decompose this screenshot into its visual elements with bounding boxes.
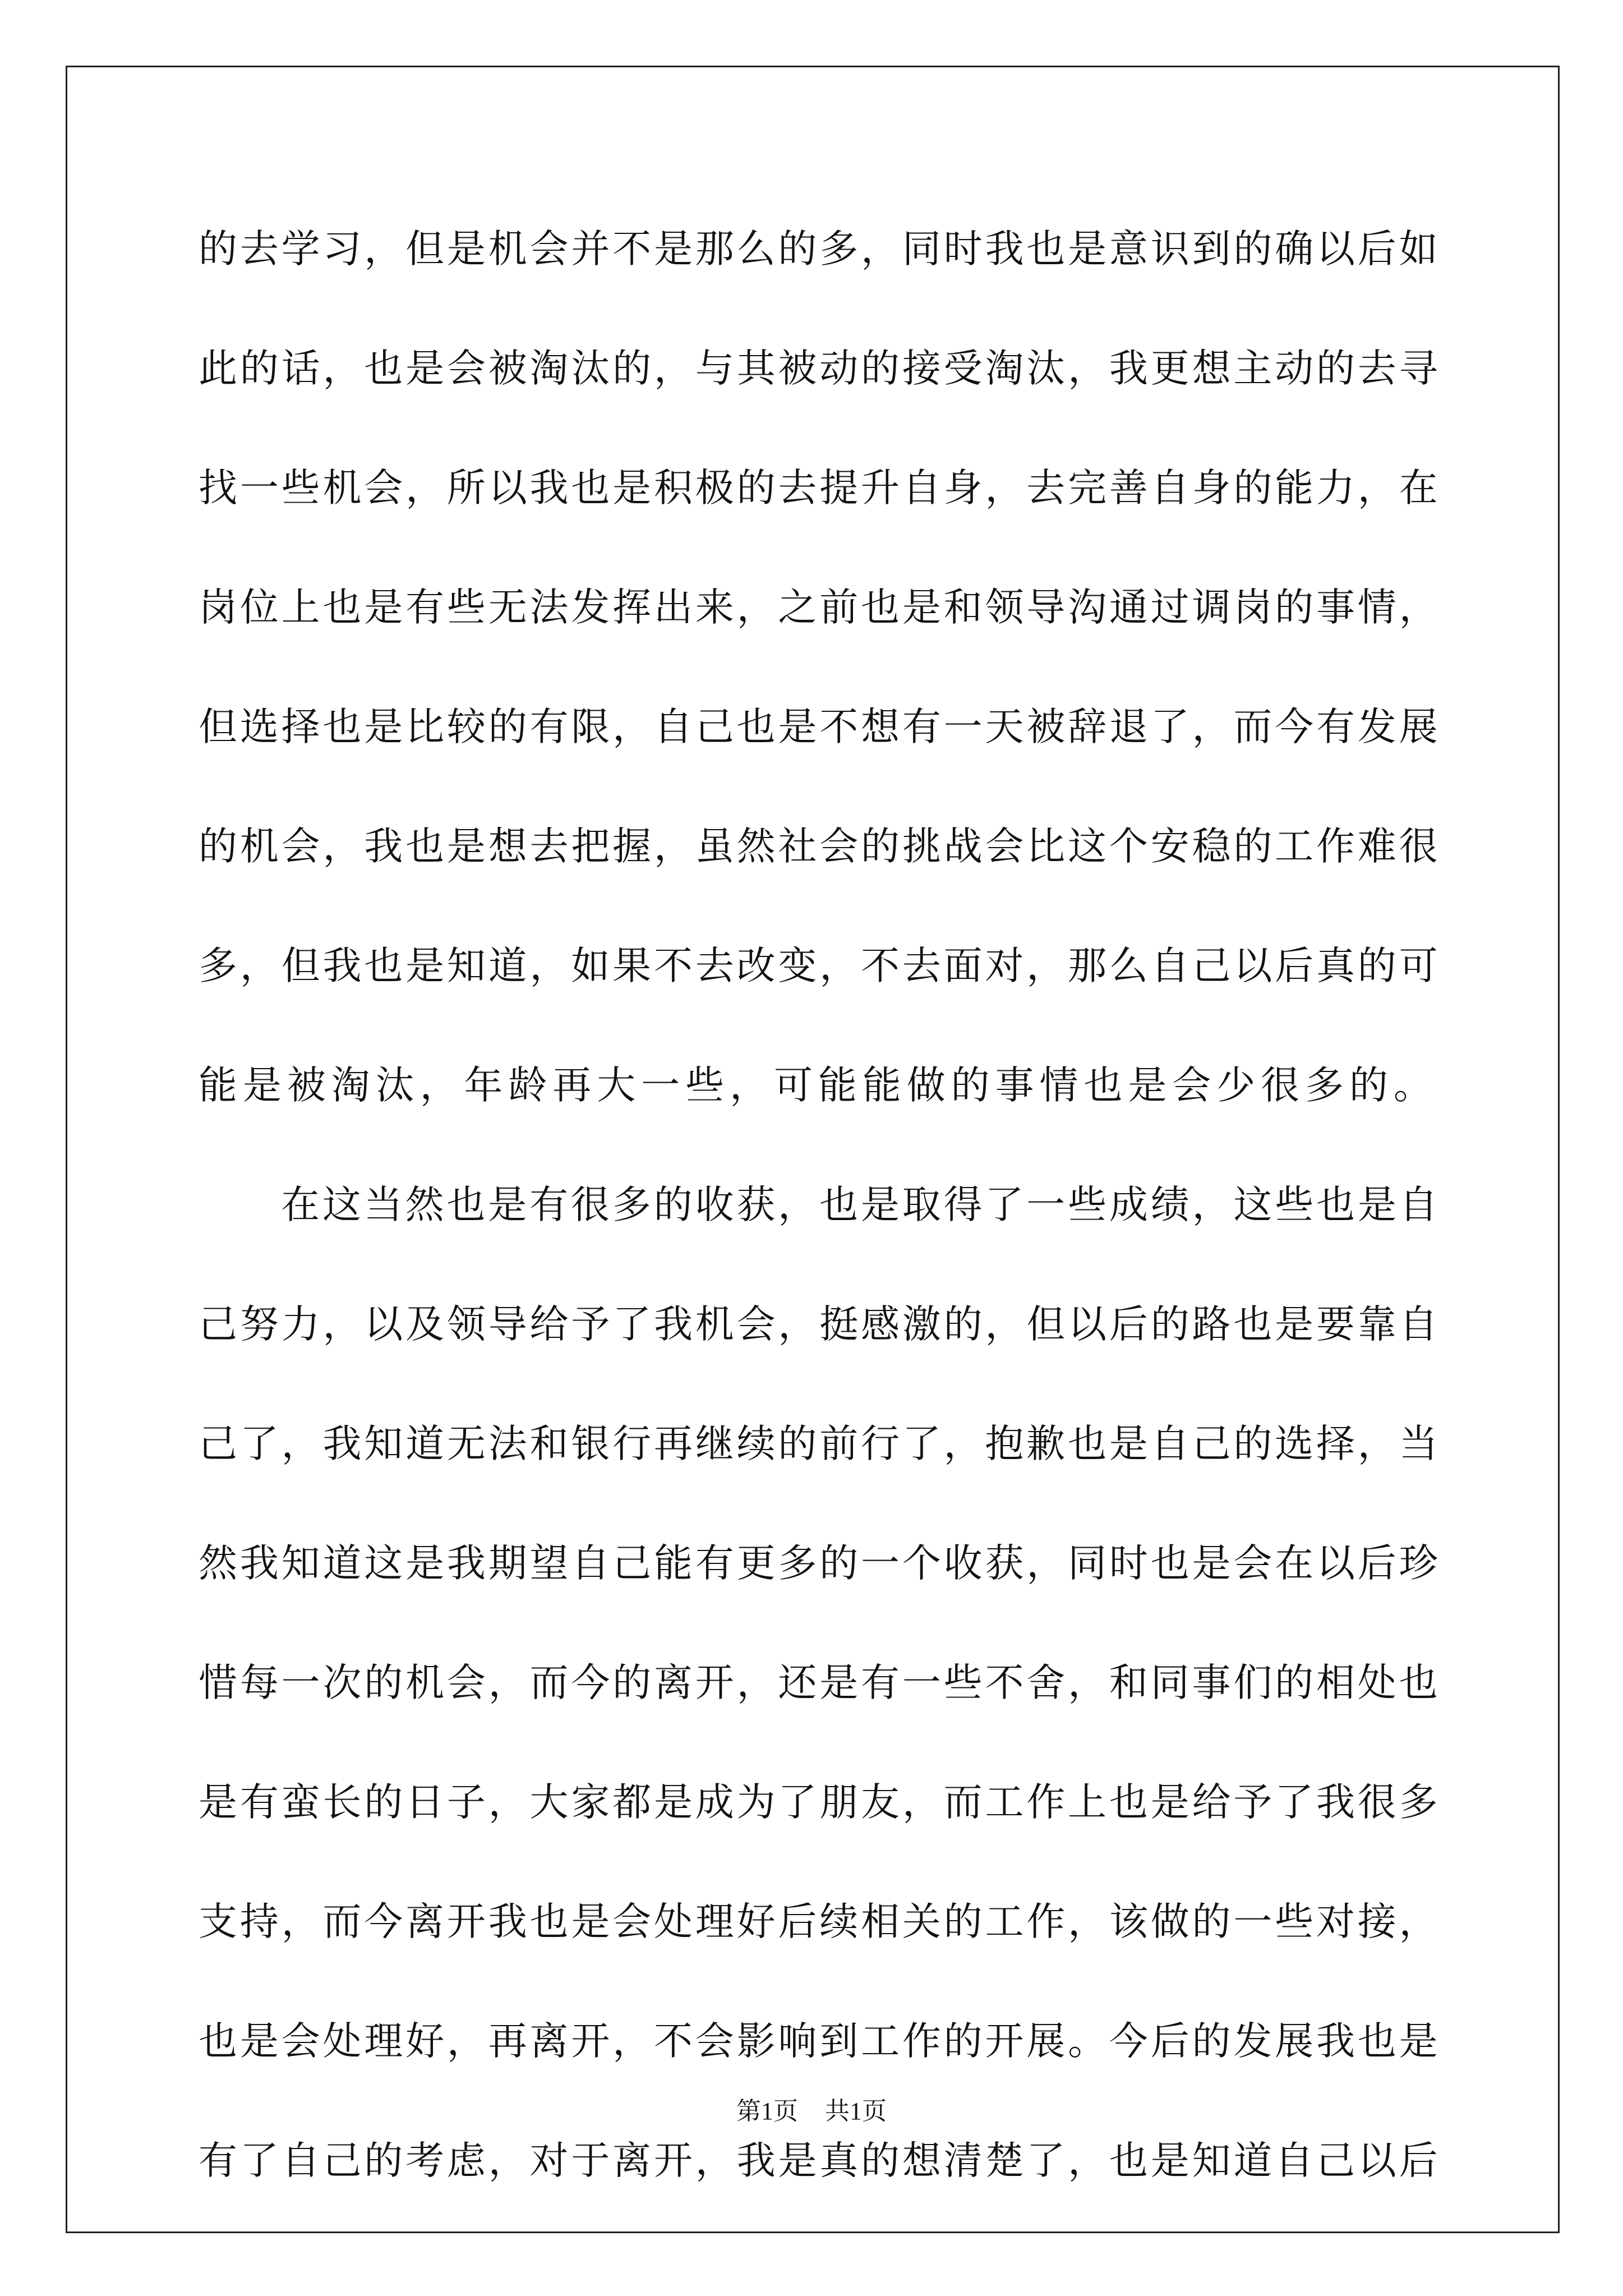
- text-line: 但 选 择 也 是 比 较 的 有 限 ， 自 己 也 是 不 想 有 一 天 被 辞 退 了 ， 而 今 有 发 展: [199, 705, 1438, 749]
- page-number: 第1页: [736, 2097, 798, 2125]
- text-line: 岗 位 上 也 是 有 些 无 法 发 挥 出 来 ， 之 前 也 是 和 领 导 沟 通 过 调 岗 的 事 情 ，: [199, 585, 1438, 630]
- document-body: [199, 210, 1438, 2242]
- text-line: 多 ， 但 我 也 是 知 道 ， 如 果 不 去 改 变 ， 不 去 面 对 ， 那 么 自 己 以 后 真 的 可: [199, 944, 1438, 988]
- text-line: 的 机 会 ， 我 也 是 想 去 把 握 ， 虽 然 社 会 的 挑 战 会 比 这 个 安 稳 的 工 作 难 很: [199, 824, 1438, 869]
- text-line: 然 我 知 道 这 是 我 期 望 自 己 能 有 更 多 的 一 个 收 获 ， 同 时 也 是 会 在 以 后 珍: [199, 1541, 1438, 1586]
- text-line: 找 一 些 机 会 ， 所 以 我 也 是 积 极 的 去 提 升 自 身 ， 去 完 善 自 身 的 能 力 ， 在: [199, 466, 1438, 510]
- text-line: 也 是 会 处 理 好 ， 再 离 开 ， 不 会 影 响 到 工 作 的 开 展 。 今 后 的 发 展 我 也 是: [199, 2019, 1438, 2064]
- page-count: 共1页: [825, 2097, 887, 2125]
- text-line: 惜 每 一 次 的 机 会 ， 而 今 的 离 开 ， 还 是 有 一 些 不 舍 ， 和 同 事 们 的 相 处 也: [199, 1660, 1438, 1705]
- paragraph-end-line: 能 是 被 淘 汰 ， 年 龄 再 大 一 些 ， 可 能 能 做 的 事 情 也 是 会 少 很 多 的 。: [199, 1063, 1432, 1108]
- text-line: 有 了 自 己 的 考 虑 ， 对 于 离 开 ， 我 是 真 的 想 清 楚 了 ， 也 是 知 道 自 己 以 后: [199, 2138, 1438, 2183]
- text-line: 己 努 力 ， 以 及 领 导 给 予 了 我 机 会 ， 挺 感 激 的 ， 但 以 后 的 路 也 是 要 靠 自: [199, 1302, 1438, 1347]
- text-line: 支 持 ， 而 今 离 开 我 也 是 会 处 理 好 后 续 相 关 的 工 作 ， 该 做 的 一 些 对 接 ，: [199, 1899, 1438, 1944]
- text-line: 此 的 话 ， 也 是 会 被 淘 汰 的 ， 与 其 被 动 的 接 受 淘 汰 ， 我 更 想 主 动 的 去 寻: [199, 346, 1438, 391]
- text-line: 己 了 ， 我 知 道 无 法 和 银 行 再 继 续 的 前 行 了 ， 抱 歉 也 是 自 己 的 选 择 ， 当: [199, 1421, 1438, 1466]
- text-line: 是 有 蛮 长 的 日 子 ， 大 家 都 是 成 为 了 朋 友 ， 而 工 作 上 也 是 给 予 了 我 很 多: [199, 1780, 1438, 1825]
- text-line: 的 去 学 习 ， 但 是 机 会 并 不 是 那 么 的 多 ， 同 时 我 也 是 意 识 到 的 确 以 后 如: [199, 227, 1438, 272]
- page-footer: [0, 2095, 1623, 2128]
- paragraph-start-line: 在 这 当 然 也 是 有 很 多 的 收 获 ， 也 是 取 得 了 一 些 成 绩 ， 这 些 也 是 自: [281, 1182, 1438, 1227]
